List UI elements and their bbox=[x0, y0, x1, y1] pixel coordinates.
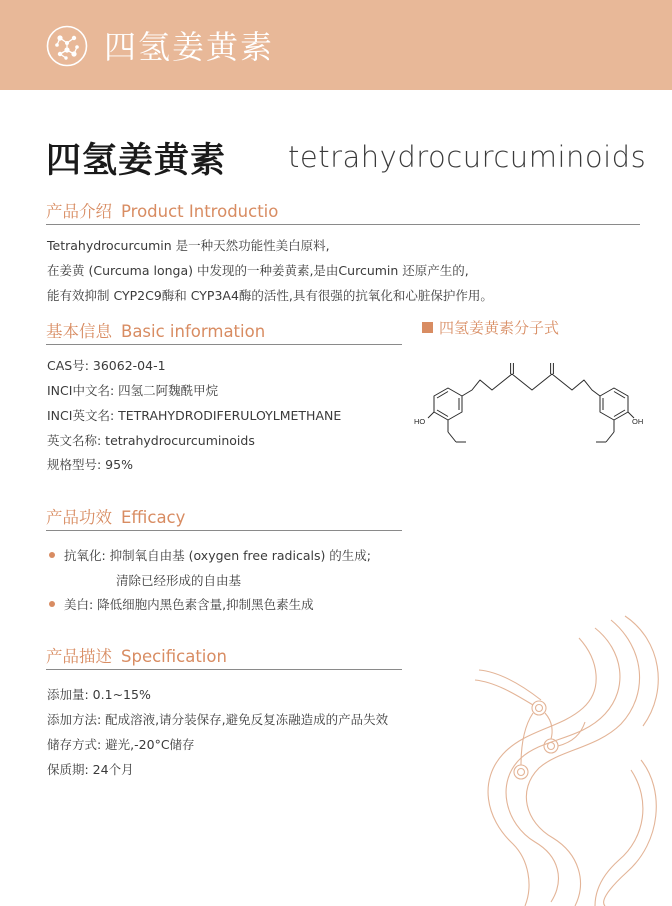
formula-label: 四氢姜黄素分子式 bbox=[439, 319, 560, 337]
page-title-en: tetrahydrocurcuminoids bbox=[288, 140, 647, 174]
page-title: 四氢姜黄素 bbox=[46, 141, 227, 181]
section-divider bbox=[46, 224, 640, 225]
section-heading-intro bbox=[46, 198, 278, 222]
spec-row: 添加量: 0.1~15% bbox=[47, 687, 151, 702]
section-heading-cn: 产品功效 bbox=[46, 508, 112, 527]
header-title: 四氢姜黄素 bbox=[104, 28, 275, 66]
molecular-structure bbox=[408, 358, 648, 466]
section-heading-spec bbox=[46, 643, 227, 667]
section-divider bbox=[46, 669, 402, 670]
info-row: INCI中文名: 四氢二阿魏酰甲烷 bbox=[47, 383, 219, 398]
section-divider bbox=[46, 344, 402, 345]
info-row: 规格型号: 95% bbox=[47, 457, 133, 472]
bullet-dot bbox=[49, 552, 55, 558]
efficacy-item: 抗氧化: 抑制氧自由基 (oxygen free radicals) 的生成; bbox=[64, 548, 372, 563]
decorative-helix-graphic bbox=[455, 610, 672, 906]
header-band bbox=[0, 0, 672, 90]
atom-label: OH bbox=[632, 417, 644, 426]
efficacy-item: 美白: 降低细胞内黑色素含量,抑制黑色素生成 bbox=[64, 597, 314, 612]
efficacy-item-continued: 清除已经形成的自由基 bbox=[116, 573, 242, 588]
intro-line: 在姜黄 (Curcuma longa) 中发现的一种姜黄素,是由Curcumin 还原产生的, bbox=[47, 263, 469, 278]
section-heading-en: Efficacy bbox=[121, 508, 186, 527]
info-row: 英文名称: tetrahydrocurcuminoids bbox=[47, 433, 255, 448]
info-row: INCI英文名: TETRAHYDRODIFERULOYLMETHANE bbox=[47, 408, 342, 423]
spec-row: 储存方式: 避光,-20°C储存 bbox=[47, 737, 195, 752]
section-heading-cn: 产品描述 bbox=[46, 647, 112, 666]
section-heading-basic bbox=[46, 318, 265, 342]
section-heading-en: Specification bbox=[121, 647, 227, 666]
spec-row: 添加方法: 配成溶液,请分装保存,避免反复冻融造成的产品失效 bbox=[47, 712, 389, 727]
atom-label: HO bbox=[414, 417, 426, 426]
info-row: CAS号: 36062-04-1 bbox=[47, 358, 166, 373]
section-heading-en: Basic information bbox=[121, 322, 266, 341]
section-divider bbox=[46, 530, 402, 531]
spec-row: 保质期: 24个月 bbox=[47, 762, 134, 777]
intro-line: 能有效抑制 CYP2C9酶和 CYP3A4酶的活性,具有很强的抗氧化和心脏保护作用。 bbox=[47, 288, 493, 303]
bullet-dot bbox=[49, 601, 55, 607]
section-heading-cn: 产品介绍 bbox=[46, 202, 112, 221]
intro-line: Tetrahydrocurcumin 是一种天然功能性美白原料, bbox=[47, 238, 330, 253]
section-heading-en: Product Introductio bbox=[121, 202, 279, 221]
section-heading-cn: 基本信息 bbox=[46, 322, 112, 341]
section-heading-efficacy bbox=[46, 504, 185, 528]
formula-marker bbox=[422, 322, 433, 333]
molecule-network-icon bbox=[46, 25, 88, 67]
